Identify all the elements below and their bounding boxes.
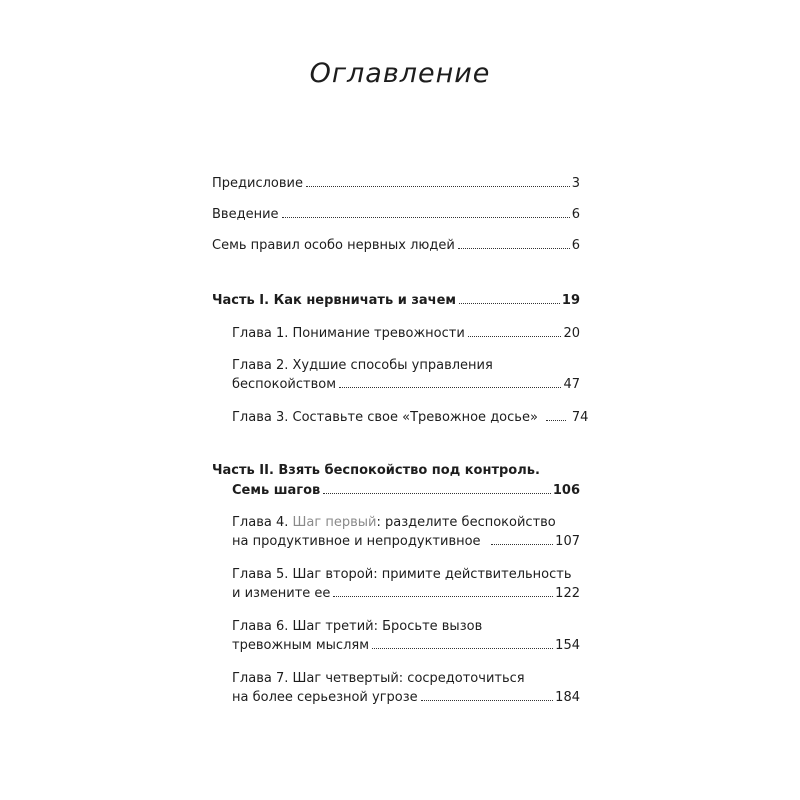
toc-leader-dots [468,336,562,337]
toc-leader-dots [458,248,570,249]
toc-part-1 [212,292,580,310]
toc-chapter-title: Глава 3. Составьте свое «Тревожное досье» [232,410,538,425]
chapter-step: Шаг третий [292,619,374,634]
toc-leader-dots [306,186,570,187]
toc-part-2-line1: Часть II. Взять беспокойство под контроль. [212,463,540,478]
toc-chapter-2-line1: Глава 2. Худшие способы управления [232,358,493,373]
chapter-rest: : сосредоточиться [398,671,525,686]
toc-chapter-4 [232,533,580,551]
chapter-step: Шаг первый [292,515,377,530]
toc-chapter-6-line1 [232,618,482,636]
toc-page-number: 20 [563,326,580,341]
toc-leader-dots [323,493,551,494]
toc-chapter-4-line1 [232,514,556,532]
toc-chapter-title: Глава 1. Понимание тревожности [232,326,465,341]
toc-page-number: 107 [555,534,580,549]
chapter-rest: : разделите беспокойство [376,515,556,530]
toc-chapter-7 [232,689,580,707]
toc-part-title: Семь шагов [232,483,321,498]
toc-entry-label: Предисловие [212,176,303,191]
page-title: Оглавление [309,58,491,89]
toc-chapter-5-line1 [232,566,572,584]
toc-chapter-5 [232,585,580,603]
chapter-step: Шаг четвертый [292,671,399,686]
toc-chapter-title: и измените ее [232,586,331,601]
toc-chapter-7-line1 [232,670,525,688]
chapter-prefix: Глава 7. [232,671,293,686]
toc-leader-dots [282,217,570,218]
chapter-prefix: Глава 5. [232,567,293,582]
toc-page-number: 184 [555,690,580,705]
toc-chapter-1 [232,325,580,343]
toc-entry-preface [212,175,580,193]
toc-page-number: 47 [563,377,580,392]
toc-chapter-6 [232,637,580,655]
chapter-prefix: Глава 4. [232,515,293,530]
chapter-rest: : Бросьте вызов [373,619,483,634]
toc-leader-dots [333,596,553,597]
toc-page-number: 19 [561,293,580,308]
toc-page-number: 122 [555,586,580,601]
toc-entry-introduction [212,206,580,224]
toc-leader-dots [491,544,554,545]
toc-entry-label: Семь правил особо нервных людей [212,238,455,253]
toc-entry-seven-rules [212,237,580,255]
chapter-prefix: Глава 6. [232,619,293,634]
toc-chapter-title: на продуктивное и непродуктивное [232,534,481,549]
toc-page-number: 74 [571,410,589,425]
chapter-step: Шаг второй [292,567,374,582]
toc-page-number: 3 [571,176,580,191]
toc-leader-dots [421,700,554,701]
toc-page-number: 6 [571,207,580,222]
toc-page-number: 154 [555,638,580,653]
toc-leader-dots [372,648,553,649]
toc-chapter-2 [232,376,580,394]
toc-chapter-title: беспокойством [232,377,337,392]
toc-chapter-title: на более серьезной угрозе [232,690,418,705]
toc-leader-dots [459,303,560,304]
toc-part-2 [232,482,580,500]
toc-part-title: Часть I. Как нервничать и зачем [212,293,457,308]
toc-chapter-title: тревожным мыслям [232,638,370,653]
chapter-rest: : примите действительность [373,567,572,582]
toc-entry-label: Введение [212,207,279,222]
toc-leader-dots [339,387,561,388]
toc-page-number: 6 [571,238,580,253]
toc-leader-dots [546,420,566,421]
toc-chapter-3 [232,409,589,427]
toc-page-number: 106 [552,483,580,498]
